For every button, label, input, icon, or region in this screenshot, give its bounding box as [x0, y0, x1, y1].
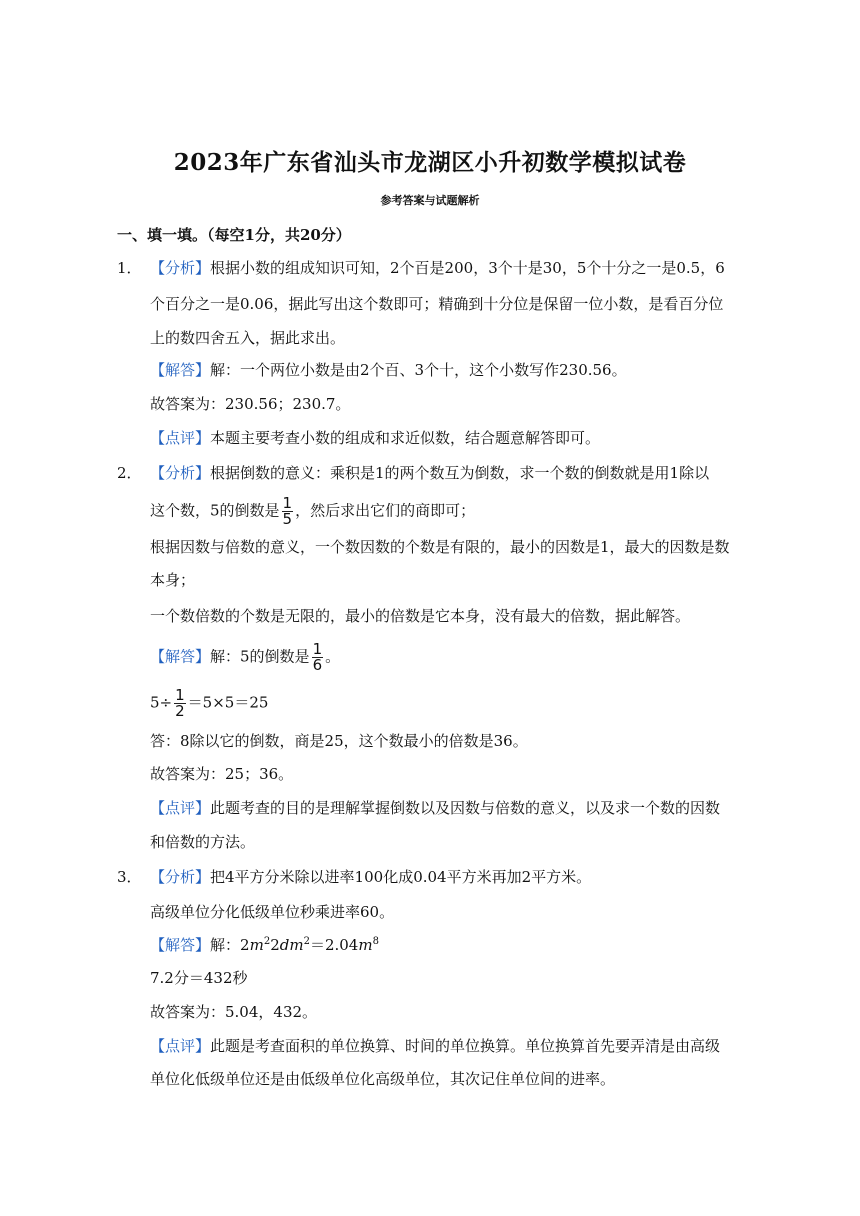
fraction-denominator: 2 — [175, 702, 185, 720]
q2-analysis-text: 根据倒数的意义：乘积是1的两个数互为倒数，求一个数的倒数就是用1除以 — [210, 464, 710, 482]
fraction-numerator: 1 — [282, 494, 293, 512]
fraction-numerator: 1 — [175, 686, 185, 704]
q2-result-line: 故答案为：25；36。 — [150, 765, 294, 783]
question-number: 1． — [117, 259, 142, 277]
q2-answer-text: 解：5的倒数是 — [210, 647, 310, 666]
q1-comment-line — [150, 428, 600, 448]
q3-comment-text: 此题是考查面积的单位换算、时间的单位换算。单位换算首先要弄清是由高级 — [210, 1037, 721, 1055]
q3-analysis-text: 把4平方分米除以进率100化成0.04平方米再加2平方米。 — [210, 868, 592, 886]
q3-result-line: 故答案为：5.04，432。 — [150, 1003, 318, 1021]
analysis-tag: 【分析】 — [150, 464, 211, 482]
q2-comment-line — [150, 798, 720, 818]
superscript: 2 — [263, 936, 271, 947]
q2-analysis-line — [150, 496, 475, 527]
comment-tag: 【点评】 — [150, 429, 211, 447]
superscript: 8 — [372, 936, 379, 947]
fraction-denominator: 6 — [312, 656, 323, 674]
q2-reply-line: 答：8除以它的倒数，商是25，这个数最小的倍数是36。 — [150, 732, 528, 750]
q2-analysis-line: 根据因数与倍数的意义，一个数因数的个数是有限的，最小的因数是1，最大的因数是数 — [150, 538, 730, 556]
q1-result-line: 故答案为：230.56；230.7。 — [150, 395, 351, 413]
calc-text: ＝5×5＝25 — [187, 693, 269, 712]
q2-analysis-line: 一个数倍数的个数是无限的，最小的倍数是它本身，没有最大的倍数，据此解答。 — [150, 607, 691, 625]
q2-answer-text: 。 — [325, 647, 341, 666]
answer-tag: 【解答】 — [150, 936, 211, 954]
calc-text: 5÷ — [150, 693, 173, 712]
q2-comment-text: 此题考查的目的是理解掌握倒数以及因数与倍数的意义，以及求一个数的因数 — [210, 799, 721, 817]
question-number: 3． — [117, 868, 142, 886]
question-number: 2． — [117, 464, 142, 482]
document-subtitle: 参考答案与试题解析 — [380, 194, 480, 207]
q3-line: 7.2分＝432秒 — [150, 969, 248, 987]
fraction — [282, 496, 294, 527]
q1-analysis-line: 个百分之一是0.06，据此写出这个数即可；精确到十分位是保留一位小数，是看百分位 — [150, 295, 724, 313]
q3-answer-text: 2 — [240, 936, 250, 954]
q1-answer-text: 解：一个两位小数是由2个百、3个十，这个小数写作230.56。 — [210, 361, 627, 379]
fraction-numerator: 1 — [312, 640, 323, 658]
fraction-denominator: 5 — [282, 510, 293, 528]
q1-analysis-line — [150, 258, 725, 278]
fraction — [312, 642, 324, 673]
comment-tag: 【点评】 — [150, 1037, 211, 1055]
unit-symbol: dm — [279, 936, 304, 954]
comment-tag: 【点评】 — [150, 799, 211, 817]
analysis-tag: 【分析】 — [150, 868, 211, 886]
q3-answer-text: 解： — [210, 936, 241, 954]
q2-answer-line — [150, 642, 340, 673]
q2-analysis-text: 这个数，5的倒数是 — [150, 501, 280, 520]
q3-analysis-line: 高级单位分化低级单位秒乘进率60。 — [150, 903, 395, 921]
q2-calc-line — [150, 688, 268, 719]
q3-answer-line — [150, 935, 379, 955]
fraction — [174, 688, 186, 719]
document-title: 2023年广东省汕头市龙湖区小升初数学模拟试卷 — [173, 149, 687, 176]
q2-analysis-line: 本身； — [150, 571, 196, 589]
q3-answer-text: 2 — [270, 936, 280, 954]
q2-comment-line: 和倍数的方法。 — [150, 833, 256, 851]
q1-comment-text: 本题主要考查小数的组成和求近似数，结合题意解答即可。 — [210, 429, 601, 447]
q2-analysis-text: ，然后求出它们的商即可； — [295, 501, 476, 520]
unit-symbol: m — [358, 936, 373, 954]
superscript: 2 — [303, 936, 310, 947]
q3-analysis-line — [150, 867, 591, 887]
answer-tag: 【解答】 — [150, 361, 211, 379]
q1-analysis-text: 根据小数的组成知识可知，2个百是200，3个十是30，5个十分之一是0.5，6 — [210, 259, 725, 277]
q1-analysis-line: 上的数四舍五入，据此求出。 — [150, 329, 346, 347]
q2-analysis-line — [150, 463, 709, 483]
q1-answer-line — [150, 360, 627, 380]
answer-tag: 【解答】 — [150, 647, 211, 666]
analysis-tag: 【分析】 — [150, 259, 211, 277]
q3-answer-text: ＝2.04 — [309, 936, 359, 954]
q3-comment-line: 单位化低级单位还是由低级单位化高级单位，其次记住单位间的进率。 — [150, 1070, 616, 1088]
q3-comment-line — [150, 1036, 720, 1056]
section-heading: 一、填一填。（每空1分，共20分） — [117, 226, 351, 244]
unit-symbol: m — [249, 936, 264, 954]
